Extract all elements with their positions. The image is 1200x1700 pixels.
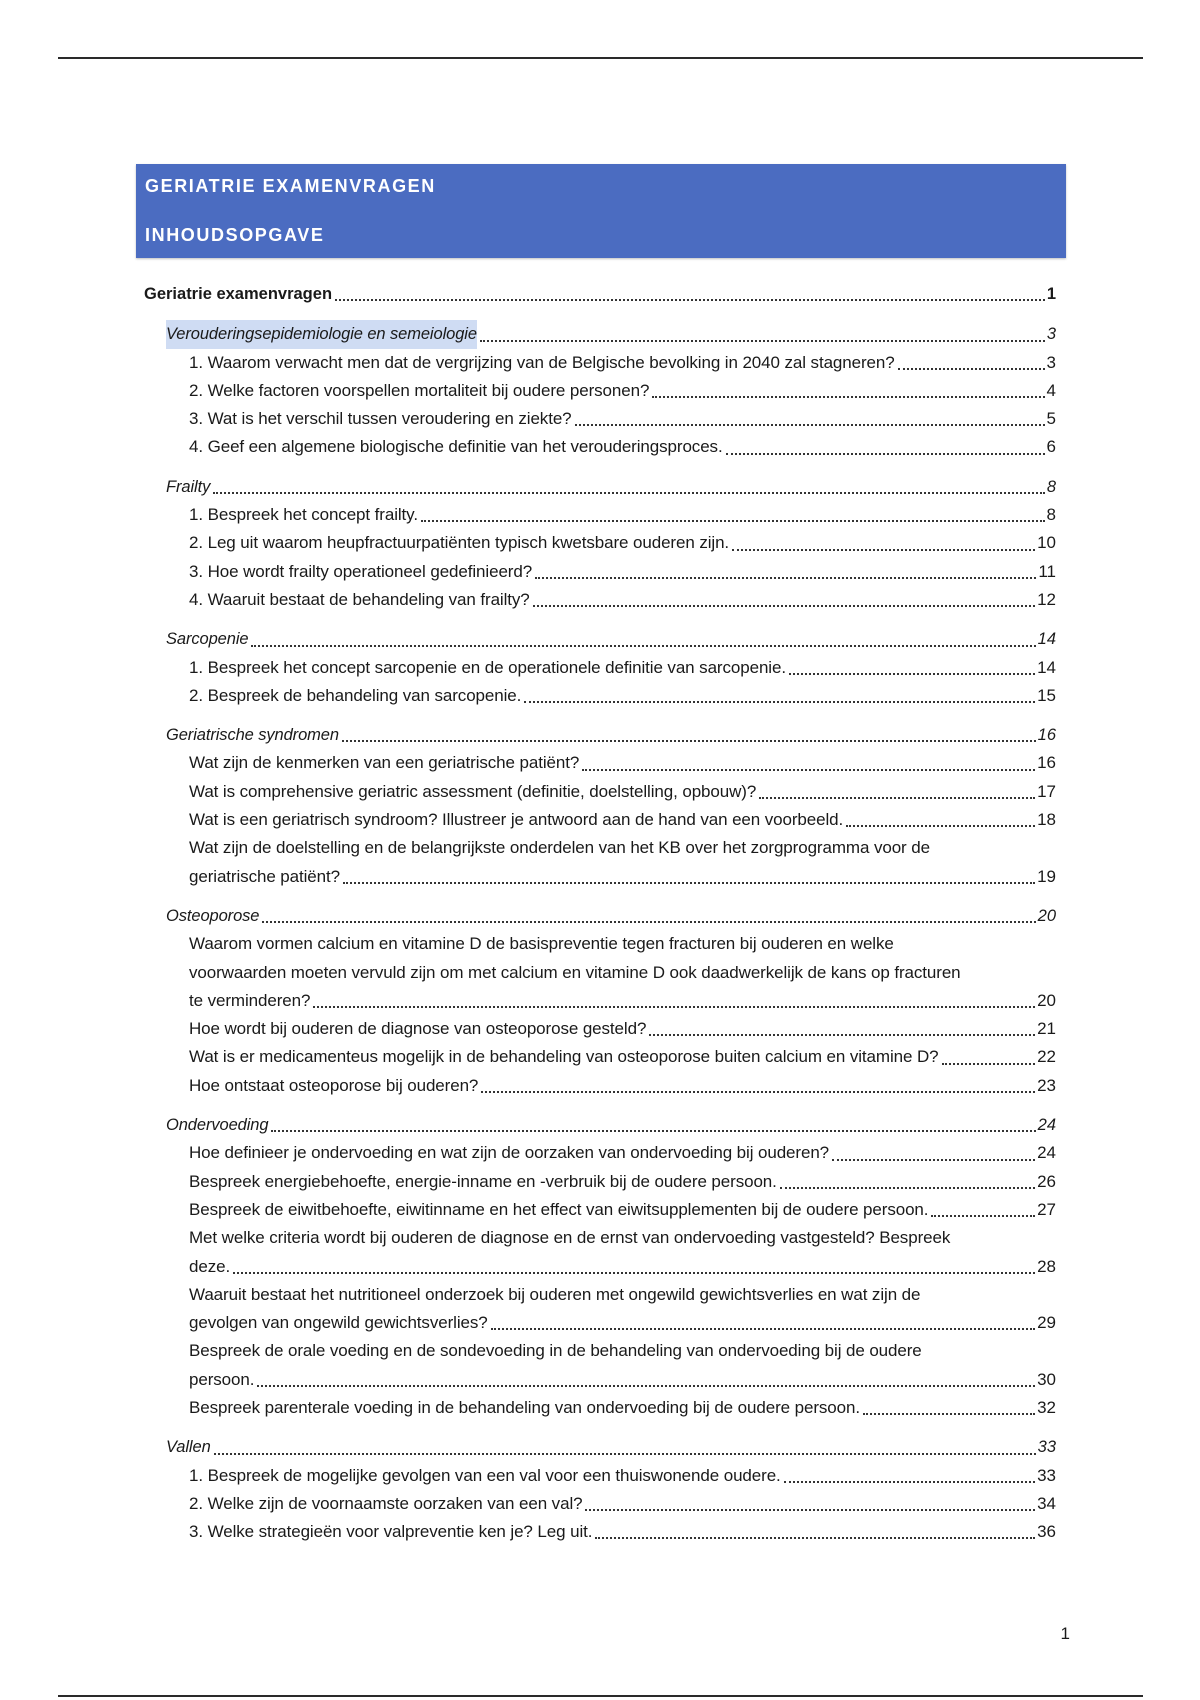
toc-page-number: 6 bbox=[1046, 437, 1056, 457]
toc-page-number: 19 bbox=[1037, 866, 1056, 886]
dot-leader bbox=[732, 548, 1035, 551]
toc-question-entry[interactable] bbox=[144, 1224, 1056, 1252]
toc-question-line[interactable] bbox=[144, 863, 1056, 891]
toc-page-number: 22 bbox=[1037, 1047, 1056, 1067]
dot-leader bbox=[271, 1129, 1035, 1132]
toc-entry-text: Hoe definieer je ondervoeding en wat zijn de oorzaken van ondervoeding bij ouderen? bbox=[189, 1143, 830, 1163]
toc-page-number: 4 bbox=[1046, 380, 1056, 400]
toc-question-entry[interactable] bbox=[144, 1168, 1056, 1196]
toc-question-entry[interactable] bbox=[144, 405, 1056, 433]
toc-question-entry[interactable] bbox=[144, 1043, 1056, 1071]
toc-page-number: 5 bbox=[1046, 409, 1056, 429]
toc-section-entry[interactable] bbox=[144, 473, 1056, 501]
dot-leader bbox=[931, 1214, 1035, 1217]
toc-question-line[interactable] bbox=[144, 987, 1056, 1015]
top-rule bbox=[58, 57, 1143, 59]
toc-page-number: 36 bbox=[1037, 1522, 1056, 1542]
toc-question-entry[interactable] bbox=[144, 749, 1056, 777]
toc-entry-text: te verminderen? bbox=[189, 990, 311, 1010]
dot-leader bbox=[652, 395, 1044, 398]
toc-page-number: 21 bbox=[1037, 1019, 1056, 1039]
dot-leader bbox=[421, 519, 1045, 522]
toc-entry-text: 3. Hoe wordt frailty operationeel gedefinieerd? bbox=[189, 561, 533, 581]
dot-leader bbox=[585, 1508, 1035, 1511]
toc-page-number: 32 bbox=[1037, 1397, 1056, 1417]
toc-entry-text: Bespreek parenterale voeding in de behandeling van ondervoeding bij de oudere persoon. bbox=[189, 1397, 860, 1417]
toc-section-entry[interactable] bbox=[144, 625, 1056, 653]
toc-section-entry[interactable] bbox=[144, 902, 1056, 930]
toc-entry-text: 2. Welke zijn de voornaamste oorzaken van een val? bbox=[189, 1493, 583, 1513]
toc-entry-text: Bespreek de orale voeding en de sondevoeding in de behandeling van ondervoeding bij de oudere bbox=[189, 1341, 922, 1361]
toc-section-entry[interactable] bbox=[144, 320, 1056, 348]
toc-entry-text: Osteoporose bbox=[166, 906, 260, 925]
toc-page-number: 10 bbox=[1037, 533, 1056, 553]
toc-question-entry[interactable] bbox=[144, 433, 1056, 461]
dot-leader bbox=[784, 1480, 1035, 1483]
toc-question-entry[interactable] bbox=[144, 682, 1056, 710]
dot-leader bbox=[481, 1090, 1035, 1093]
toc-entry-text: geriatrische patiënt? bbox=[189, 866, 340, 886]
toc-entry-text: 2. Leg uit waarom heupfractuurpatiënten typisch kwetsbare ouderen zijn. bbox=[189, 533, 730, 553]
toc-page-number: 14 bbox=[1037, 657, 1056, 677]
toc-page-number: 23 bbox=[1037, 1075, 1056, 1095]
toc-entry-text: Sarcopenie bbox=[166, 630, 249, 649]
dot-leader bbox=[582, 768, 1035, 771]
toc-question-entry[interactable] bbox=[144, 1072, 1056, 1100]
dot-leader bbox=[343, 881, 1035, 884]
toc-page-number: 24 bbox=[1037, 1116, 1056, 1135]
document-title: GERIATRIE EXAMENVRAGEN bbox=[145, 176, 436, 196]
toc-page-number: 34 bbox=[1037, 1493, 1056, 1513]
toc-question-entry[interactable] bbox=[144, 834, 1056, 862]
dot-leader bbox=[233, 1271, 1035, 1274]
toc-entry-text: Hoe ontstaat osteoporose bij ouderen? bbox=[189, 1075, 479, 1095]
toc-entry-text: 2. Welke factoren voorspellen mortaliteit bij oudere personen? bbox=[189, 380, 650, 400]
toc-entry-text: Ondervoeding bbox=[166, 1116, 269, 1135]
toc-page-number: 33 bbox=[1037, 1465, 1056, 1485]
toc-page-number: 3 bbox=[1046, 352, 1056, 372]
toc-section-entry[interactable] bbox=[144, 721, 1056, 749]
toc-question-entry[interactable] bbox=[144, 654, 1056, 682]
toc-page-number: 28 bbox=[1037, 1256, 1056, 1276]
bottom-rule bbox=[58, 1695, 1143, 1697]
toc-entry-text: Wat zijn de doelstelling en de belangrijkste onderdelen van het KB over het zorgprogramma voor de bbox=[189, 838, 930, 858]
toc-page-number: 29 bbox=[1037, 1313, 1056, 1333]
toc-page-number: 26 bbox=[1037, 1171, 1056, 1191]
toc-page-number: 17 bbox=[1037, 781, 1056, 801]
toc-question-entry[interactable] bbox=[144, 501, 1056, 529]
toc-heading: INHOUDSOPGAVE bbox=[145, 225, 325, 245]
toc-page-number: 30 bbox=[1037, 1369, 1056, 1389]
toc-entry-text: deze. bbox=[189, 1256, 231, 1276]
dot-leader bbox=[257, 1384, 1035, 1387]
dot-leader bbox=[313, 1005, 1035, 1008]
toc-question-entry[interactable] bbox=[144, 1281, 1056, 1309]
toc-page-number: 8 bbox=[1046, 505, 1056, 525]
toc-page-number: 15 bbox=[1037, 685, 1056, 705]
toc-page-number: 8 bbox=[1046, 477, 1056, 496]
dot-leader bbox=[213, 491, 1045, 494]
toc-question-line[interactable] bbox=[144, 1366, 1056, 1394]
dot-leader bbox=[575, 423, 1045, 426]
toc-question-entry[interactable] bbox=[144, 558, 1056, 586]
dot-leader bbox=[759, 796, 1035, 799]
toc-question-entry[interactable] bbox=[144, 1490, 1056, 1518]
toc-entry-text: 3. Wat is het verschil tussen veroudering en ziekte? bbox=[189, 409, 572, 429]
toc-question-entry[interactable] bbox=[144, 1394, 1056, 1422]
toc-question-entry[interactable] bbox=[144, 1518, 1056, 1546]
toc-page-number: 16 bbox=[1037, 753, 1056, 773]
dot-leader bbox=[942, 1062, 1036, 1065]
toc-page-number: 11 bbox=[1038, 561, 1056, 581]
toc-question-entry[interactable] bbox=[144, 349, 1056, 377]
toc-page-number: 27 bbox=[1037, 1199, 1056, 1219]
dot-leader bbox=[726, 452, 1045, 455]
dot-leader bbox=[898, 367, 1045, 370]
toc-entry-text: persoon. bbox=[189, 1369, 255, 1389]
toc-question-line[interactable] bbox=[144, 1253, 1056, 1281]
toc-question-entry[interactable] bbox=[144, 1337, 1056, 1365]
toc-entry-text: Geriatrie examenvragen bbox=[144, 285, 333, 303]
toc-entry-text: Wat is er medicamenteus mogelijk in de behandeling van osteoporose buiten calcium en vitamine D? bbox=[189, 1047, 939, 1067]
toc-entry-text: Wat zijn de kenmerken van een geriatrische patiënt? bbox=[189, 753, 580, 773]
toc-entry-text: 4. Geef een algemene biologische definitie van het verouderingsproces. bbox=[189, 437, 723, 457]
toc-entry-text: Verouderingsepidemiologie en semeiologie bbox=[166, 320, 477, 348]
toc-question-entry[interactable] bbox=[144, 930, 1056, 958]
toc-entry-text: 1. Bespreek het concept sarcopenie en de operationele definitie van sarcopenie. bbox=[189, 657, 786, 677]
toc-entry-text: Hoe wordt bij ouderen de diagnose van osteoporose gesteld? bbox=[189, 1019, 647, 1039]
dot-leader bbox=[262, 920, 1035, 923]
toc-page-number: 20 bbox=[1037, 990, 1056, 1010]
page-number: 1 bbox=[1060, 1624, 1070, 1643]
toc-entry-text: 1. Bespreek het concept frailty. bbox=[189, 505, 418, 525]
toc-page-number: 20 bbox=[1037, 906, 1056, 925]
toc-page-number: 18 bbox=[1037, 810, 1056, 830]
toc-question-entry[interactable] bbox=[144, 1139, 1056, 1167]
toc-question-entry[interactable] bbox=[144, 806, 1056, 834]
toc-section-entry[interactable] bbox=[144, 1111, 1056, 1139]
toc-entry-text: 1. Bespreek de mogelijke gevolgen van een val voor een thuiswonende oudere. bbox=[189, 1465, 781, 1485]
toc-entry-text: Met welke criteria wordt bij ouderen de diagnose en de ernst van ondervoeding vastgesteld? Bespreek bbox=[189, 1228, 951, 1248]
toc-page-number: 33 bbox=[1037, 1438, 1056, 1457]
toc-page-number: 12 bbox=[1037, 589, 1056, 609]
toc-page-number: 3 bbox=[1046, 325, 1056, 344]
document-header bbox=[136, 164, 1066, 258]
toc-entry-text: 1. Waarom verwacht men dat de vergrijzing van de Belgische bevolking in 2040 zal stagneren? bbox=[189, 352, 895, 372]
toc-entry-text: Waaruit bestaat het nutritioneel onderzoek bij ouderen met ongewild gewichtsverlies en wat zijn de bbox=[189, 1284, 921, 1304]
dot-leader bbox=[595, 1536, 1035, 1539]
toc-page-number: 24 bbox=[1037, 1143, 1056, 1163]
toc-entry-text: Bespreek energiebehoefte, energie-inname en -verbruik bij de oudere persoon. bbox=[189, 1171, 777, 1191]
toc-question-entry[interactable] bbox=[144, 1015, 1056, 1043]
toc-entry-text: Waarom vormen calcium en vitamine D de basispreventie tegen fracturen bij ouderen en welke bbox=[189, 934, 894, 954]
dot-leader bbox=[535, 576, 1036, 579]
toc-entry-text: 2. Bespreek de behandeling van sarcopenie. bbox=[189, 685, 522, 705]
toc-question-entry[interactable] bbox=[144, 1462, 1056, 1490]
dot-leader bbox=[649, 1033, 1035, 1036]
toc-question-entry[interactable] bbox=[144, 529, 1056, 557]
dot-leader bbox=[214, 1452, 1036, 1455]
toc-entry-text: Wat is een geriatrisch syndroom? Illustreer je antwoord aan de hand van een voorbeeld. bbox=[189, 810, 844, 830]
toc-page-number: 14 bbox=[1037, 630, 1056, 649]
dot-leader bbox=[832, 1158, 1035, 1161]
toc-page-number: 16 bbox=[1037, 726, 1056, 745]
dot-leader bbox=[789, 672, 1035, 675]
toc-entry-text: Bespreek de eiwitbehoefte, eiwitinname en het effect van eiwitsupplementen bij de oudere persoon. bbox=[189, 1199, 929, 1219]
dot-leader bbox=[863, 1412, 1035, 1415]
dot-leader bbox=[480, 339, 1045, 342]
toc-page-number: 1 bbox=[1046, 285, 1056, 303]
dot-leader bbox=[335, 298, 1045, 301]
dot-leader bbox=[342, 739, 1036, 742]
toc-question-line[interactable] bbox=[144, 959, 1056, 987]
toc-entry-text: 4. Waaruit bestaat de behandeling van frailty? bbox=[189, 589, 530, 609]
toc-question-entry[interactable] bbox=[144, 778, 1056, 806]
toc-entry-text: gevolgen van ongewild gewichtsverlies? bbox=[189, 1313, 488, 1333]
dot-leader bbox=[251, 644, 1035, 647]
toc-question-entry[interactable] bbox=[144, 377, 1056, 405]
dot-leader bbox=[846, 824, 1035, 827]
toc-entry-text: voorwaarden moeten vervuld zijn om met calcium en vitamine D ook daadwerkelijk de kans op fracturen bbox=[189, 962, 961, 982]
toc-question-entry[interactable] bbox=[144, 1196, 1056, 1224]
toc-entry-text: 3. Welke strategieën voor valpreventie ken je? Leg uit. bbox=[189, 1522, 593, 1542]
toc-entry-text: Wat is comprehensive geriatric assessment (definitie, doelstelling, opbouw)? bbox=[189, 781, 757, 801]
dot-leader bbox=[491, 1327, 1035, 1330]
toc-entry-text: Frailty bbox=[166, 477, 211, 496]
table-of-contents bbox=[144, 280, 1056, 1546]
toc-entry-text: Geriatrische syndromen bbox=[166, 726, 339, 745]
dot-leader bbox=[524, 700, 1035, 703]
toc-question-line[interactable] bbox=[144, 1309, 1056, 1337]
toc-entry-main[interactable] bbox=[144, 280, 1056, 308]
dot-leader bbox=[533, 604, 1035, 607]
toc-question-entry[interactable] bbox=[144, 586, 1056, 614]
dot-leader bbox=[780, 1186, 1035, 1189]
toc-section-entry[interactable] bbox=[144, 1433, 1056, 1461]
toc-entry-text: Vallen bbox=[166, 1438, 211, 1457]
